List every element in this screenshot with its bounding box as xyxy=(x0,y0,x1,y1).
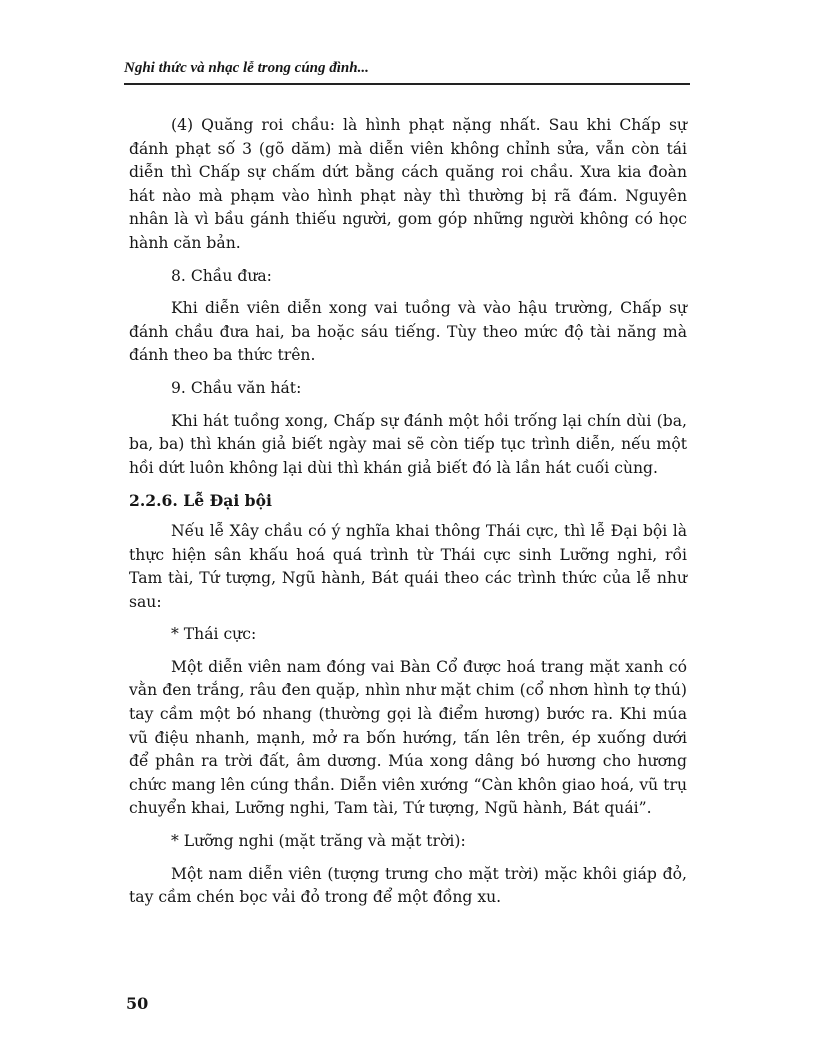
paragraph: Một diễn viên nam đóng vai Bàn Cổ được hoá trang mặt xanh có vằn đen trắng, râu đen quặp, nhìn như mặt chim (cổ nhơn hình tợ thú) tay cầm một bó nhang (thường gọi là điểm hương) bước ra. Khi múa vũ điệu nhanh, mạnh, mở ra bốn hướng, tấn lên trên, ép xuống dưới để phân ra trời đất, âm dương. Múa xong dâng bó hương cho hương chức mang lên cúng thần. Diễn viên xướng “Càn khôn giao hoá, vũ trụ chuyển khai, Lưỡng nghi, Tam tài, Tứ tượng, Ngũ hành, Bát quái”. xyxy=(129,657,687,818)
paragraph: Một nam diễn viên (tượng trưng cho mặt trời) mặc khôi giáp đỏ, tay cầm chén bọc vải đỏ trong để một đồng xu. xyxy=(129,864,687,907)
subheading: 8. Chầu đưa: xyxy=(171,266,272,285)
page-number: 50 xyxy=(126,994,149,1013)
subheading: * Lưỡng nghi (mặt trăng và mặt trời): xyxy=(171,832,466,851)
running-head: Nghi thức và nhạc lễ trong cúng đình... xyxy=(124,60,369,76)
subheading: 9. Chầu văn hát: xyxy=(171,378,302,397)
paragraph: Khi diễn viên diễn xong vai tuồng và vào hậu trường, Chấp sự đánh chầu đưa hai, ba hoặc sáu tiếng. Tùy theo mức độ tài năng mà đánh theo ba thức trên. xyxy=(129,299,687,365)
paragraph: Nếu lễ Xây chầu có ý nghĩa khai thông Thái cực, thì lễ Đại bội là thực hiện sân khấu hoá quá trình từ Thái cực sinh Lưỡng nghi, rồi Tam tài, Tứ tượng, Ngũ hành, Bát quái theo các trình thức của lễ như sau: xyxy=(129,521,687,611)
paragraph: (4) Quăng roi chầu: là hình phạt nặng nhất. Sau khi Chấp sự đánh phạt số 3 (gõ dăm) mà diễn viên không chỉnh sửa, vẫn còn tái diễn thì Chấp sự chấm dứt bằng cách quăng roi chầu. Xưa kia đoàn hát nào mà phạm vào hình phạt này thì thường bị rã đám. Nguyên nhân là vì bầu gánh thiếu người, gom góp những người không có học hành căn bản. xyxy=(129,116,687,252)
paragraph: Khi hát tuồng xong, Chấp sự đánh một hồi trống lại chín dùi (ba, ba, ba) thì khán giả biết ngày mai sẽ còn tiếp tục trình diễn, nếu một hồi dứt luôn không lại dùi thì khán giả biết đó là lần hát cuối cùng. xyxy=(129,411,687,477)
page-body xyxy=(129,114,687,919)
header-rule xyxy=(124,83,690,85)
subheading: * Thái cực: xyxy=(171,625,257,644)
section-heading: 2.2.6. Lễ Đại bội xyxy=(129,491,272,511)
